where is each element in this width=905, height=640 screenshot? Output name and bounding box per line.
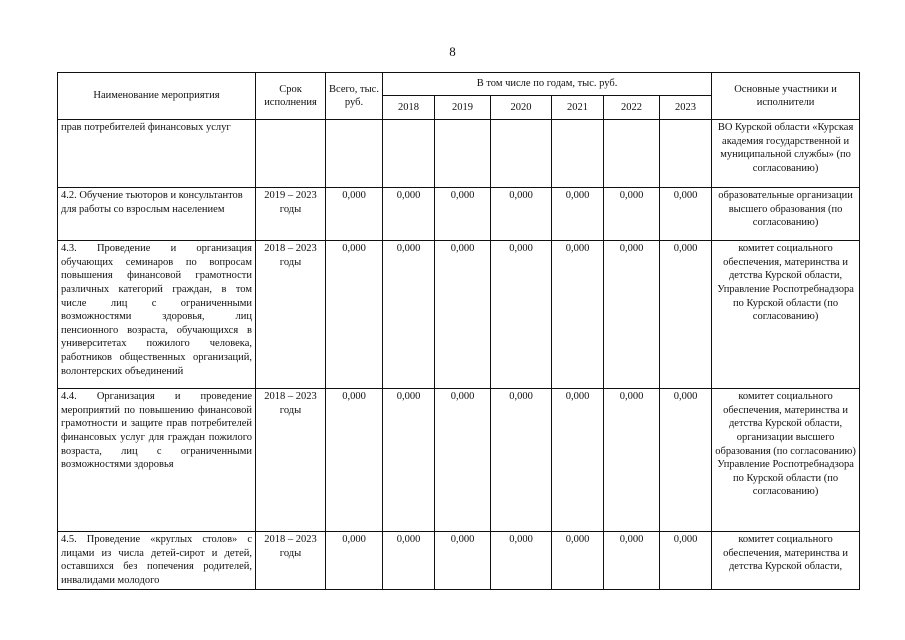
table-row: [58, 241, 860, 389]
year-value: 0,000: [604, 532, 660, 590]
year-value: 0,000: [604, 241, 660, 389]
year-value: 0,000: [383, 188, 435, 241]
year-value: 0,000: [660, 532, 712, 590]
year-value: [552, 120, 604, 188]
year-value: 0,000: [383, 241, 435, 389]
activity-total: 0,000: [326, 532, 383, 590]
activity-term: 2018 – 2023 годы: [256, 241, 326, 389]
activity-participants: комитет социального обеспечения, материнства и детства Курской области, организации высшего образования (по согласованию) Управление Роспотребнадзора по Курской области (по согласованию): [712, 389, 860, 532]
year-value: 0,000: [604, 389, 660, 532]
year-value: 0,000: [491, 389, 552, 532]
activity-total: 0,000: [326, 188, 383, 241]
year-value: [604, 120, 660, 188]
header-participants: Основные участники и исполнители: [712, 73, 860, 120]
header-name: Наименование мероприятия: [58, 73, 256, 120]
activity-total: 0,000: [326, 389, 383, 532]
activity-name: 4.2. Обучение тьюторов и консультантов для работы со взрослым населением: [58, 188, 256, 241]
year-value: 0,000: [435, 188, 491, 241]
year-value: 0,000: [552, 241, 604, 389]
header-year: 2020: [491, 96, 552, 120]
header-year: 2023: [660, 96, 712, 120]
year-value: 0,000: [552, 188, 604, 241]
year-value: [435, 120, 491, 188]
year-value: 0,000: [552, 532, 604, 590]
activity-total: 0,000: [326, 241, 383, 389]
year-value: 0,000: [552, 389, 604, 532]
year-value: 0,000: [383, 532, 435, 590]
year-value: 0,000: [435, 389, 491, 532]
year-value: 0,000: [604, 188, 660, 241]
year-value: 0,000: [435, 532, 491, 590]
activity-term: 2019 – 2023 годы: [256, 188, 326, 241]
year-value: [660, 120, 712, 188]
activity-name: 4.5. Проведение «круглых столов» с лицами из числа детей-сирот и детей, оставшихся без попечения родителей, инвалидами молодого: [58, 532, 256, 590]
activity-participants: ВО Курской области «Курская академия государственной и муниципальной службы» (по согласованию): [712, 120, 860, 188]
year-value: 0,000: [435, 241, 491, 389]
table-row: [58, 389, 860, 532]
activity-participants: образовательные организации высшего образования (по согласованию): [712, 188, 860, 241]
activity-total: [326, 120, 383, 188]
activity-term: 2018 – 2023 годы: [256, 389, 326, 532]
year-value: 0,000: [660, 389, 712, 532]
year-value: 0,000: [383, 389, 435, 532]
activity-name: 4.3. Проведение и организация обучающих семинаров по вопросам повышения финансовой грамотности различных категорий граждан, в том числе лиц с ограниченными возможностями здоровья, лиц пенсионного возраста, обучающихся в университетах пожилого человека, работников общественных организаций, волонтерских объединений: [58, 241, 256, 389]
table-row: [58, 188, 860, 241]
header-total: Всего, тыс. руб.: [326, 73, 383, 120]
activity-term: [256, 120, 326, 188]
header-year: 2018: [383, 96, 435, 120]
activity-name: прав потребителей финансовых услуг: [58, 120, 256, 188]
year-value: 0,000: [660, 241, 712, 389]
activity-participants: комитет социального обеспечения, материнства и детства Курской области, Управление Роспотребнадзора по Курской области (по согласованию): [712, 241, 860, 389]
year-value: 0,000: [491, 532, 552, 590]
header-by-years: В том числе по годам, тыс. руб.: [383, 73, 712, 96]
header-year: 2019: [435, 96, 491, 120]
activities-table: [57, 72, 860, 590]
table-row: [58, 120, 860, 188]
table-row: [58, 532, 860, 590]
year-value: 0,000: [491, 188, 552, 241]
year-value: [491, 120, 552, 188]
activity-term: 2018 – 2023 годы: [256, 532, 326, 590]
page-number: 8: [449, 44, 456, 59]
year-value: [383, 120, 435, 188]
activity-name: 4.4. Организация и проведение мероприятий по повышению финансовой грамотности и защите прав потребителей финансовых услуг для граждан пожилого возраста, лиц с ограниченными возможностями здоровья: [58, 389, 256, 532]
header-year: 2022: [604, 96, 660, 120]
activity-participants: комитет социального обеспечения, материнства и детства Курской области,: [712, 532, 860, 590]
header-term: Срок исполнения: [256, 73, 326, 120]
year-value: 0,000: [491, 241, 552, 389]
year-value: 0,000: [660, 188, 712, 241]
header-year: 2021: [552, 96, 604, 120]
